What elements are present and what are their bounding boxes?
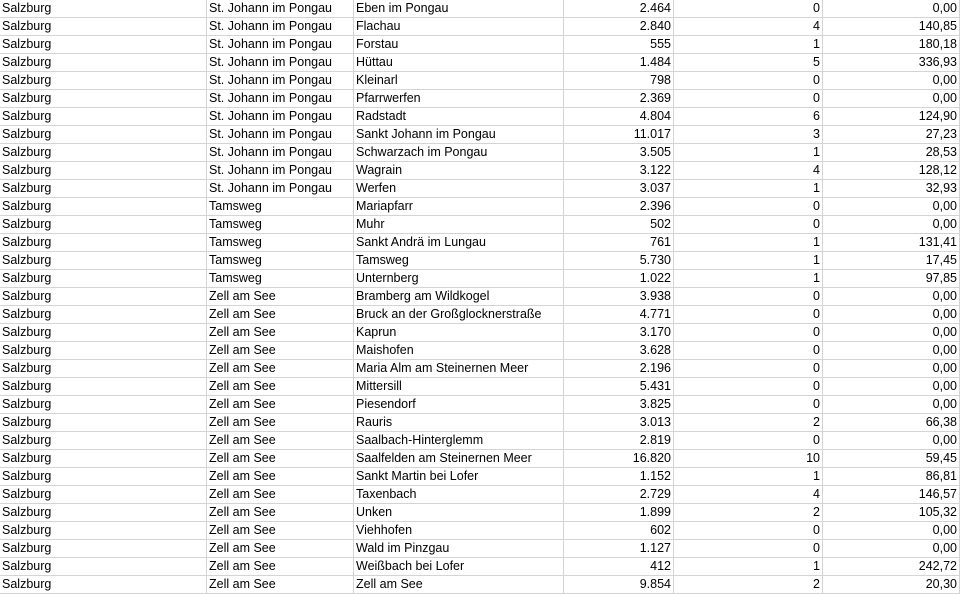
table-row [0, 486, 960, 504]
table-row [0, 0, 960, 18]
municipality-cell[interactable]: Saalbach-Hinterglemm [354, 432, 564, 450]
table-row [0, 144, 960, 162]
state-cell[interactable]: Salzburg [0, 0, 207, 18]
municipality-cell[interactable]: Unternberg [354, 270, 564, 288]
municipality-cell[interactable]: Sankt Johann im Pongau [354, 126, 564, 144]
population-cell[interactable]: 2.464 [564, 0, 674, 18]
district-cell[interactable]: St. Johann im Pongau [207, 0, 354, 18]
cases-cell[interactable]: 2 [674, 414, 823, 432]
table-row [0, 252, 960, 270]
municipality-cell[interactable]: Hüttau [354, 54, 564, 72]
municipality-cell[interactable]: Tamsweg [354, 252, 564, 270]
district-cell[interactable]: Zell am See [207, 378, 354, 396]
municipality-cell[interactable]: Wagrain [354, 162, 564, 180]
cases-cell[interactable]: 1 [674, 144, 823, 162]
cases-cell[interactable]: 0 [674, 360, 823, 378]
population-cell[interactable]: 1.127 [564, 540, 674, 558]
state-cell[interactable]: Salzburg [0, 306, 207, 324]
population-cell[interactable]: 798 [564, 72, 674, 90]
municipality-cell[interactable]: Rauris [354, 414, 564, 432]
population-cell[interactable]: 1.899 [564, 504, 674, 522]
district-cell[interactable]: St. Johann im Pongau [207, 162, 354, 180]
district-cell[interactable]: Tamsweg [207, 234, 354, 252]
rate-cell[interactable]: 86,81 [823, 468, 960, 486]
state-cell[interactable]: Salzburg [0, 504, 207, 522]
district-cell[interactable]: Tamsweg [207, 270, 354, 288]
district-cell[interactable]: St. Johann im Pongau [207, 72, 354, 90]
state-cell[interactable]: Salzburg [0, 432, 207, 450]
state-cell[interactable]: Salzburg [0, 54, 207, 72]
state-cell[interactable]: Salzburg [0, 234, 207, 252]
rate-cell[interactable]: 0,00 [823, 360, 960, 378]
table-row [0, 576, 960, 594]
rate-cell[interactable]: 0,00 [823, 306, 960, 324]
cases-cell[interactable]: 10 [674, 450, 823, 468]
table-row [0, 342, 960, 360]
state-cell[interactable]: Salzburg [0, 468, 207, 486]
state-cell[interactable]: Salzburg [0, 558, 207, 576]
municipality-cell[interactable]: Saalfelden am Steinernen Meer [354, 450, 564, 468]
state-cell[interactable]: Salzburg [0, 180, 207, 198]
district-cell[interactable]: St. Johann im Pongau [207, 108, 354, 126]
state-cell[interactable]: Salzburg [0, 522, 207, 540]
table-row [0, 540, 960, 558]
municipality-cell[interactable]: Flachau [354, 18, 564, 36]
district-cell[interactable]: Tamsweg [207, 216, 354, 234]
population-cell[interactable]: 2.196 [564, 360, 674, 378]
rate-cell[interactable]: 0,00 [823, 324, 960, 342]
municipality-cell[interactable]: Radstadt [354, 108, 564, 126]
municipality-cell[interactable]: Mittersill [354, 378, 564, 396]
rate-cell[interactable]: 59,45 [823, 450, 960, 468]
population-cell[interactable]: 2.396 [564, 198, 674, 216]
municipality-cell[interactable]: Viehhofen [354, 522, 564, 540]
population-cell[interactable]: 1.022 [564, 270, 674, 288]
municipality-cell[interactable]: Unken [354, 504, 564, 522]
municipality-cell[interactable]: Schwarzach im Pongau [354, 144, 564, 162]
population-cell[interactable]: 1.484 [564, 54, 674, 72]
table-row [0, 216, 960, 234]
state-cell[interactable]: Salzburg [0, 126, 207, 144]
population-cell[interactable]: 3.938 [564, 288, 674, 306]
population-cell[interactable]: 555 [564, 36, 674, 54]
population-cell[interactable]: 3.628 [564, 342, 674, 360]
population-cell[interactable]: 412 [564, 558, 674, 576]
district-cell[interactable]: Zell am See [207, 558, 354, 576]
municipality-cell[interactable]: Werfen [354, 180, 564, 198]
state-cell[interactable]: Salzburg [0, 252, 207, 270]
table-row [0, 432, 960, 450]
table-row [0, 288, 960, 306]
cases-cell[interactable]: 0 [674, 72, 823, 90]
state-cell[interactable]: Salzburg [0, 108, 207, 126]
district-cell[interactable]: Tamsweg [207, 198, 354, 216]
rate-cell[interactable]: 146,57 [823, 486, 960, 504]
table-row [0, 396, 960, 414]
rate-cell[interactable]: 131,41 [823, 234, 960, 252]
district-cell[interactable]: St. Johann im Pongau [207, 144, 354, 162]
population-cell[interactable]: 9.854 [564, 576, 674, 594]
table-row [0, 324, 960, 342]
municipality-cell[interactable]: Eben im Pongau [354, 0, 564, 18]
state-cell[interactable]: Salzburg [0, 360, 207, 378]
cases-cell[interactable]: 4 [674, 486, 823, 504]
rate-cell[interactable]: 27,23 [823, 126, 960, 144]
state-cell[interactable]: Salzburg [0, 396, 207, 414]
district-cell[interactable]: St. Johann im Pongau [207, 126, 354, 144]
population-cell[interactable]: 761 [564, 234, 674, 252]
municipality-cell[interactable]: Muhr [354, 216, 564, 234]
cases-cell[interactable]: 1 [674, 180, 823, 198]
cases-cell[interactable]: 3 [674, 126, 823, 144]
table-row [0, 468, 960, 486]
cases-cell[interactable]: 2 [674, 576, 823, 594]
population-cell[interactable]: 5.431 [564, 378, 674, 396]
population-cell[interactable]: 16.820 [564, 450, 674, 468]
district-cell[interactable]: St. Johann im Pongau [207, 90, 354, 108]
municipality-cell[interactable]: Maishofen [354, 342, 564, 360]
rate-cell[interactable]: 180,18 [823, 36, 960, 54]
rate-cell[interactable]: 0,00 [823, 198, 960, 216]
rate-cell[interactable]: 0,00 [823, 72, 960, 90]
municipality-cell[interactable]: Forstau [354, 36, 564, 54]
rate-cell[interactable]: 97,85 [823, 270, 960, 288]
population-cell[interactable]: 3.037 [564, 180, 674, 198]
population-cell[interactable]: 4.804 [564, 108, 674, 126]
rate-cell[interactable]: 124,90 [823, 108, 960, 126]
municipality-cell[interactable]: Mariapfarr [354, 198, 564, 216]
district-cell[interactable]: Zell am See [207, 342, 354, 360]
district-cell[interactable]: Zell am See [207, 504, 354, 522]
cases-cell[interactable]: 1 [674, 468, 823, 486]
cases-cell[interactable]: 0 [674, 288, 823, 306]
municipality-cell[interactable]: Kleinarl [354, 72, 564, 90]
municipality-cell[interactable]: Kaprun [354, 324, 564, 342]
cases-cell[interactable]: 0 [674, 432, 823, 450]
table-row [0, 126, 960, 144]
rate-cell[interactable]: 0,00 [823, 288, 960, 306]
district-cell[interactable]: Tamsweg [207, 252, 354, 270]
table-row [0, 558, 960, 576]
cases-cell[interactable]: 0 [674, 522, 823, 540]
cases-cell[interactable]: 1 [674, 558, 823, 576]
table-row [0, 450, 960, 468]
municipality-cell[interactable]: Pfarrwerfen [354, 90, 564, 108]
cases-cell[interactable]: 0 [674, 0, 823, 18]
municipality-cell[interactable]: Taxenbach [354, 486, 564, 504]
state-cell[interactable]: Salzburg [0, 486, 207, 504]
district-cell[interactable]: Zell am See [207, 360, 354, 378]
population-cell[interactable]: 2.840 [564, 18, 674, 36]
population-cell[interactable]: 4.771 [564, 306, 674, 324]
state-cell[interactable]: Salzburg [0, 576, 207, 594]
cases-cell[interactable]: 0 [674, 540, 823, 558]
rate-cell[interactable]: 66,38 [823, 414, 960, 432]
district-cell[interactable]: St. Johann im Pongau [207, 18, 354, 36]
cases-cell[interactable]: 4 [674, 162, 823, 180]
rate-cell[interactable]: 336,93 [823, 54, 960, 72]
state-cell[interactable]: Salzburg [0, 324, 207, 342]
state-cell[interactable]: Salzburg [0, 90, 207, 108]
municipality-cell[interactable]: Wald im Pinzgau [354, 540, 564, 558]
table-row [0, 504, 960, 522]
population-cell[interactable]: 1.152 [564, 468, 674, 486]
state-cell[interactable]: Salzburg [0, 270, 207, 288]
cases-cell[interactable]: 0 [674, 396, 823, 414]
table-row [0, 522, 960, 540]
rate-cell[interactable]: 0,00 [823, 378, 960, 396]
table-row [0, 162, 960, 180]
state-cell[interactable]: Salzburg [0, 450, 207, 468]
district-cell[interactable]: Zell am See [207, 306, 354, 324]
district-cell[interactable]: Zell am See [207, 450, 354, 468]
rate-cell[interactable]: 128,12 [823, 162, 960, 180]
district-cell[interactable]: Zell am See [207, 432, 354, 450]
rate-cell[interactable]: 20,30 [823, 576, 960, 594]
table-row [0, 36, 960, 54]
rate-cell[interactable]: 0,00 [823, 0, 960, 18]
state-cell[interactable]: Salzburg [0, 162, 207, 180]
municipality-cell[interactable]: Maria Alm am Steinernen Meer [354, 360, 564, 378]
municipality-cell[interactable]: Sankt Andrä im Lungau [354, 234, 564, 252]
cases-cell[interactable]: 1 [674, 36, 823, 54]
rate-cell[interactable]: 0,00 [823, 90, 960, 108]
municipality-cell[interactable]: Sankt Martin bei Lofer [354, 468, 564, 486]
state-cell[interactable]: Salzburg [0, 540, 207, 558]
district-cell[interactable]: Zell am See [207, 486, 354, 504]
district-cell[interactable]: St. Johann im Pongau [207, 54, 354, 72]
rate-cell[interactable]: 0,00 [823, 540, 960, 558]
municipality-cell[interactable]: Bruck an der Großglocknerstraße [354, 306, 564, 324]
district-cell[interactable]: Zell am See [207, 522, 354, 540]
district-cell[interactable]: St. Johann im Pongau [207, 36, 354, 54]
cases-cell[interactable]: 0 [674, 216, 823, 234]
state-cell[interactable]: Salzburg [0, 198, 207, 216]
district-cell[interactable]: Zell am See [207, 576, 354, 594]
rate-cell[interactable]: 32,93 [823, 180, 960, 198]
municipality-cell[interactable]: Bramberg am Wildkogel [354, 288, 564, 306]
rate-cell[interactable]: 28,53 [823, 144, 960, 162]
population-cell[interactable]: 3.505 [564, 144, 674, 162]
table-row [0, 108, 960, 126]
rate-cell[interactable]: 17,45 [823, 252, 960, 270]
rate-cell[interactable]: 0,00 [823, 396, 960, 414]
cases-cell[interactable]: 0 [674, 198, 823, 216]
cases-cell[interactable]: 6 [674, 108, 823, 126]
cases-cell[interactable]: 2 [674, 504, 823, 522]
population-cell[interactable]: 2.729 [564, 486, 674, 504]
population-cell[interactable]: 602 [564, 522, 674, 540]
rate-cell[interactable]: 0,00 [823, 342, 960, 360]
population-cell[interactable]: 2.369 [564, 90, 674, 108]
table-row [0, 360, 960, 378]
cases-cell[interactable]: 1 [674, 270, 823, 288]
district-cell[interactable]: Zell am See [207, 414, 354, 432]
population-cell[interactable]: 5.730 [564, 252, 674, 270]
table-row [0, 234, 960, 252]
cases-cell[interactable]: 0 [674, 306, 823, 324]
population-cell[interactable]: 3.122 [564, 162, 674, 180]
cases-cell[interactable]: 5 [674, 54, 823, 72]
cases-cell[interactable]: 0 [674, 90, 823, 108]
district-cell[interactable]: Zell am See [207, 396, 354, 414]
municipality-cell[interactable]: Zell am See [354, 576, 564, 594]
population-cell[interactable]: 3.825 [564, 396, 674, 414]
cases-cell[interactable]: 1 [674, 234, 823, 252]
rate-cell[interactable]: 140,85 [823, 18, 960, 36]
cases-cell[interactable]: 0 [674, 324, 823, 342]
district-cell[interactable]: Zell am See [207, 324, 354, 342]
table-row [0, 18, 960, 36]
population-cell[interactable]: 2.819 [564, 432, 674, 450]
table-row [0, 270, 960, 288]
population-cell[interactable]: 3.170 [564, 324, 674, 342]
state-cell[interactable]: Salzburg [0, 72, 207, 90]
cases-cell[interactable]: 0 [674, 378, 823, 396]
state-cell[interactable]: Salzburg [0, 144, 207, 162]
state-cell[interactable]: Salzburg [0, 18, 207, 36]
table-row [0, 378, 960, 396]
rate-cell[interactable]: 105,32 [823, 504, 960, 522]
state-cell[interactable]: Salzburg [0, 378, 207, 396]
district-cell[interactable]: Zell am See [207, 288, 354, 306]
district-cell[interactable]: St. Johann im Pongau [207, 180, 354, 198]
table-row [0, 306, 960, 324]
cases-cell[interactable]: 0 [674, 342, 823, 360]
table-row [0, 180, 960, 198]
cases-cell[interactable]: 1 [674, 252, 823, 270]
population-cell[interactable]: 3.013 [564, 414, 674, 432]
rate-cell[interactable]: 0,00 [823, 522, 960, 540]
rate-cell[interactable]: 0,00 [823, 432, 960, 450]
state-cell[interactable]: Salzburg [0, 288, 207, 306]
state-cell[interactable]: Salzburg [0, 342, 207, 360]
table-row [0, 54, 960, 72]
rate-cell[interactable]: 0,00 [823, 216, 960, 234]
state-cell[interactable]: Salzburg [0, 36, 207, 54]
district-cell[interactable]: Zell am See [207, 540, 354, 558]
state-cell[interactable]: Salzburg [0, 414, 207, 432]
table-row [0, 90, 960, 108]
table-row [0, 72, 960, 90]
municipality-cell[interactable]: Piesendorf [354, 396, 564, 414]
cases-cell[interactable]: 4 [674, 18, 823, 36]
municipality-cell[interactable]: Weißbach bei Lofer [354, 558, 564, 576]
population-cell[interactable]: 11.017 [564, 126, 674, 144]
district-cell[interactable]: Zell am See [207, 468, 354, 486]
table-row [0, 198, 960, 216]
table-row [0, 414, 960, 432]
rate-cell[interactable]: 242,72 [823, 558, 960, 576]
population-cell[interactable]: 502 [564, 216, 674, 234]
state-cell[interactable]: Salzburg [0, 216, 207, 234]
